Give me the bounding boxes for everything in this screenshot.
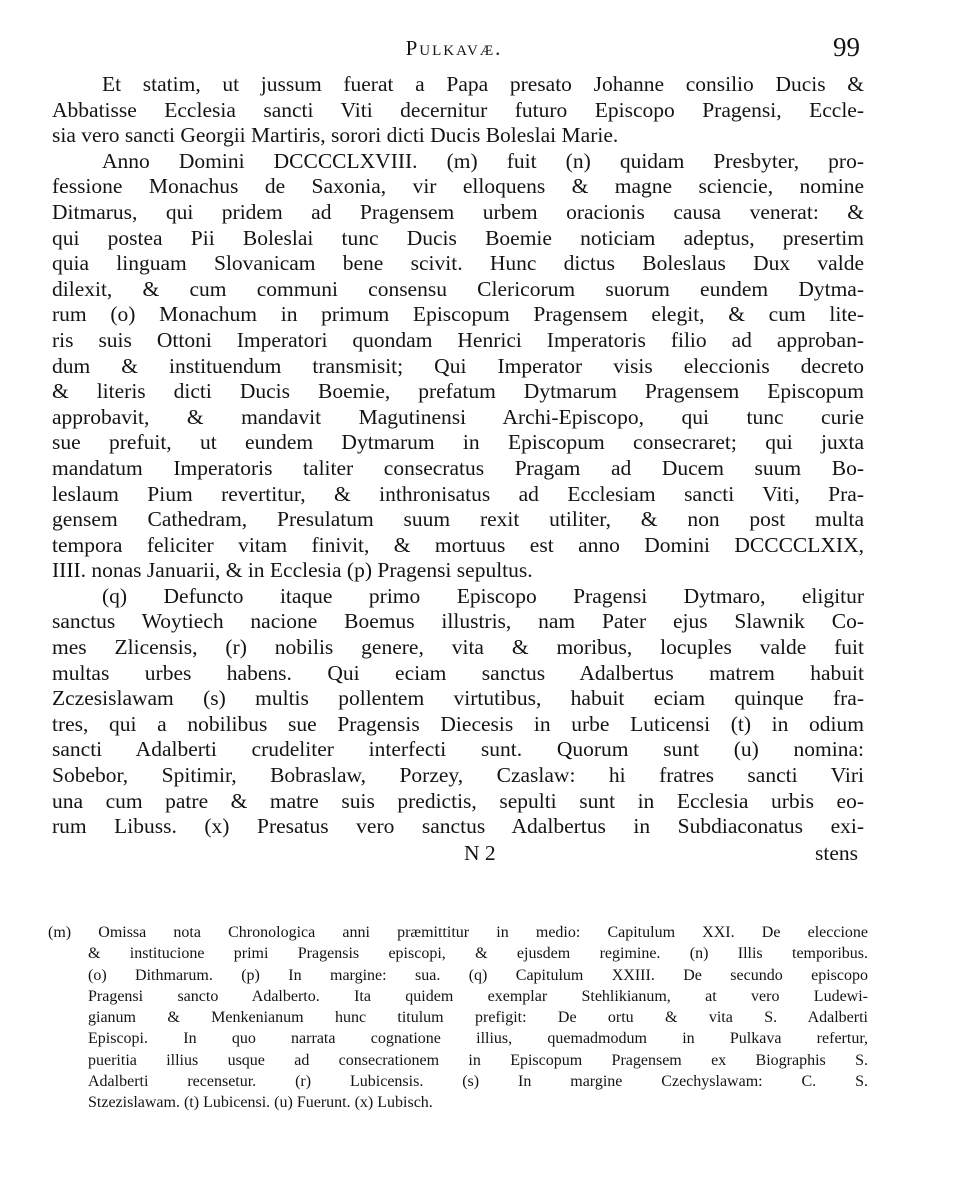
footnote-line: & institucione primi Pragensis episcopi, & ejusdem regimine. (n) Illis temporibus. bbox=[88, 945, 868, 963]
text-line: leslaum Pium revertitur, & inthronisatus ad Ecclesiam sancti Viti, Pra- bbox=[52, 481, 864, 506]
text-line: sue prefuit, ut eundem Dytmarum in Episcopum consecraret; qui juxta bbox=[52, 430, 864, 455]
signature-mark: N 2 bbox=[464, 840, 496, 865]
text-line: Anno Domini DCCCCLXVIII. (m) fuit (n) quidam Presbyter, pro- bbox=[102, 148, 864, 173]
page-header bbox=[48, 32, 860, 68]
text-line: sancti Adalberti crudeliter interfecti sunt. Quorum sunt (u) nomina: bbox=[52, 737, 864, 762]
text-line: tres, qui a nobilibus sue Pragensis Diecesis in urbe Luticensi (t) in odium bbox=[52, 711, 864, 736]
footnote-line: Episcopi. In quo narrata cognatione illius, quemadmodum in Pulkava refertur, bbox=[88, 1030, 868, 1048]
text-line: rum (o) Monachum in primum Episcopum Pragensem elegit, & cum lite- bbox=[52, 302, 864, 327]
text-line: approbavit, & mandavit Magutinensi Archi-Episcopo, qui tunc curie bbox=[52, 404, 864, 429]
text-line: sanctus Woytiech nacione Boemus illustris, nam Pater ejus Slawnik Co- bbox=[52, 609, 864, 634]
text-line: & literis dicti Ducis Boemie, prefatum Dytmarum Pragensem Episcopum bbox=[52, 379, 864, 404]
footnote-line: Adalberti recensetur. (r) Lubicensis. (s) In margine Czechyslawam: C. S. bbox=[88, 1073, 868, 1091]
footnote-line: (o) Dithmarum. (p) In margine: sua. (q) Capitulum XXIII. De secundo episcopo bbox=[88, 966, 868, 984]
text-line: dum & instituendum transmisit; Qui Imperator visis eleccionis decreto bbox=[52, 353, 864, 378]
text-line: rum Libuss. (x) Presatus vero sanctus Adalbertus in Subdiaconatus exi- bbox=[52, 814, 864, 839]
text-line: IIII. nonas Januarii, & in Ecclesia (p) Pragensi sepultus. bbox=[52, 558, 533, 583]
running-title: Pulkavæ. bbox=[405, 36, 503, 60]
page-number: 99 bbox=[833, 32, 860, 62]
text-line: ris suis Ottoni Imperatori quondam Henrici Imperatoris filio ad approban- bbox=[52, 327, 864, 352]
text-line: Ditmarus, qui pridem ad Pragensem urbem oracionis causa venerat: & bbox=[52, 199, 864, 224]
text-line: Zczesislawam (s) multis pollentem virtutibus, habuit eciam quinque fra- bbox=[52, 686, 864, 711]
text-line: (q) Defuncto itaque primo Episcopo Pragensi Dytmaro, eligitur bbox=[102, 583, 864, 608]
text-line: tempora feliciter vitam finivit, & mortuus est anno Domini DCCCCLXIX, bbox=[52, 532, 864, 557]
footnote-line: Stzezislawam. (t) Lubicensi. (u) Fuerunt. (x) Lubisch. bbox=[88, 1094, 433, 1112]
text-line: Abbatisse Ecclesia sancti Viti decernitur futuro Episcopo Pragensi, Eccle- bbox=[52, 97, 864, 122]
text-line: gensem Cathedram, Presulatum suum rexit utiliter, & non post multa bbox=[52, 507, 864, 532]
text-line: multas urbes habens. Qui eciam sanctus Adalbertus matrem habuit bbox=[52, 660, 864, 685]
text-line: quia linguam Slovanicam bene scivit. Hunc dictus Boleslaus Dux valde bbox=[52, 251, 864, 276]
text-line: fessione Monachus de Saxonia, vir elloquens & magne sciencie, nomine bbox=[52, 174, 864, 199]
catchword: stens bbox=[815, 840, 858, 865]
main-text bbox=[52, 72, 864, 866]
text-line: Et statim, ut jussum fuerat a Papa presato Johanne consilio Ducis & bbox=[102, 72, 864, 96]
text-line: mandatum Imperatoris taliter consecratus Pragam ad Ducem suum Bo- bbox=[52, 455, 864, 480]
text-line: Sobebor, Spitimir, Bobraslaw, Porzey, Czaslaw: hi fratres sancti Viri bbox=[52, 763, 864, 788]
footnotes bbox=[48, 922, 868, 1114]
text-line: dilexit, & cum communi consensu Clericorum suorum eundem Dytma- bbox=[52, 276, 864, 301]
text-line: mes Zlicensis, (r) nobilis genere, vita & moribus, locuples valde fuit bbox=[52, 635, 864, 660]
footnote-line: gianum & Menkenianum hunc titulum prefigit: De ortu & vita S. Adalberti bbox=[88, 1009, 868, 1027]
footnote-line: Pragensi sancto Adalberto. Ita quidem exemplar Stehlikianum, at vero Ludewi- bbox=[88, 987, 868, 1005]
text-line: una cum patre & matre suis predictis, sepulti sunt in Ecclesia urbis eo- bbox=[52, 788, 864, 813]
text-line: sia vero sancti Georgii Martiris, sorori dicti Ducis Boleslai Marie. bbox=[52, 123, 619, 148]
footnote-line: pueritia illius usque ad consecrationem in Episcopum Pragensem ex Biographis S. bbox=[88, 1051, 868, 1069]
page-foot-row bbox=[52, 840, 864, 866]
footnote-line: (m) Omissa nota Chronologica anni præmittitur in medio: Capitulum XXI. De eleccione bbox=[48, 924, 868, 941]
text-line: qui postea Pii Boleslai tunc Ducis Boemie noticiam adeptus, presertim bbox=[52, 225, 864, 250]
